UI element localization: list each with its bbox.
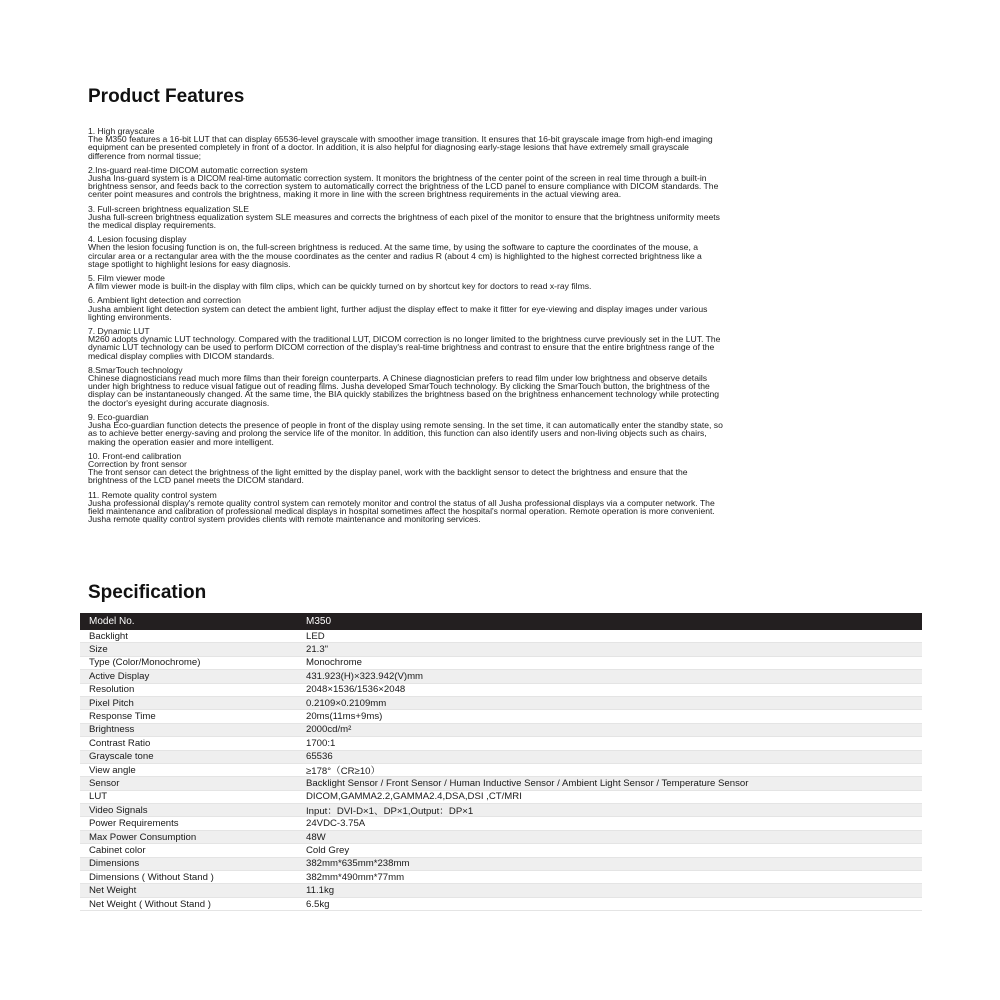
spec-label: Power Requirements <box>89 818 179 830</box>
feature-item <box>88 366 924 407</box>
feature-text-line: Jusha Eco-guardian function detects the presence of people in front of the display using remote sensing. In the set time, it can automatically enter the standby state, so <box>88 420 723 431</box>
feature-item <box>88 235 924 268</box>
spec-value: 65536 <box>306 751 333 763</box>
spec-value: Input：DVI-D×1、DP×1,Output：DP×1 <box>306 806 474 818</box>
feature-text-line: equipment can be presented completely in front of a doctor. In addition, it is also helpful for diagnosing early-stage lesions that have extremely small grayscale <box>88 142 689 153</box>
spec-row <box>80 871 922 884</box>
feature-text-line: difference from normal tissue; <box>88 150 202 161</box>
spec-value: ≥178°（CR≥10） <box>306 766 381 778</box>
spec-label: Cabinet color <box>89 844 146 856</box>
feature-text-line: Jusha remote quality control system provides clients with remote maintenance and monitoring services. <box>88 514 481 525</box>
spec-label: Resolution <box>89 684 135 696</box>
specification-table <box>80 613 922 911</box>
feature-item <box>88 274 924 290</box>
feature-text-line: Jusha professional display's remote quality control system can remotely monitor and control the status of all Jusha professional displays via a computer network. The <box>88 497 715 508</box>
spec-row <box>80 630 922 643</box>
spec-label: LUT <box>89 791 108 803</box>
feature-title: 9. Eco-guardian <box>88 411 149 422</box>
spec-row <box>80 657 922 670</box>
feature-title: 4. Lesion focusing display <box>88 234 187 245</box>
feature-title: 3. Full-screen brightness equalization SLE <box>88 203 249 214</box>
feature-text-line: medical display complies with DICOM standards. <box>88 350 275 361</box>
spec-label: Net Weight ( Without Stand ) <box>89 898 211 910</box>
feature-text-line: Jusha ambient light detection system can detect the ambient light, further adjust the display effect to make it fitter for eye-viewing and display images under various <box>88 303 708 314</box>
spec-value: Backlight Sensor / Front Sensor / Human Inductive Sensor / Ambient Light Sensor / Temperature Sensor <box>306 777 749 789</box>
features-list <box>88 127 924 529</box>
spec-value: 0.2109×0.2109mm <box>306 697 387 709</box>
spec-header-label: Model No. <box>89 616 135 627</box>
spec-row <box>80 697 922 710</box>
spec-value: LED <box>306 630 325 642</box>
spec-row <box>80 804 922 817</box>
feature-text-line: M260 adopts dynamic LUT technology. Compared with the traditional LUT, DICOM correction is no longer limited to the brightness curve previously set in the LUT. The <box>88 334 721 345</box>
feature-item <box>88 127 924 160</box>
spec-row <box>80 858 922 871</box>
feature-text-line: making the operation easier and more intelligent. <box>88 436 274 447</box>
spec-value: Cold Grey <box>306 844 350 856</box>
spec-value: 1700:1 <box>306 737 336 749</box>
spec-label: Contrast Ratio <box>89 737 151 749</box>
spec-row <box>80 831 922 844</box>
spec-value: 20ms(11ms+9ms) <box>306 711 383 723</box>
spec-row <box>80 724 922 737</box>
feature-text-line: lighting environments. <box>88 311 172 322</box>
feature-item <box>88 452 924 485</box>
feature-item <box>88 205 924 230</box>
feature-text-line: under high brightness to reduce visual fatigue out of reading films. Jusha developed SmarTouch technology. By clicking the SmarTouch button, the brightness of the <box>88 381 710 392</box>
spec-value: 2048×1536/1536×2048 <box>306 684 406 696</box>
spec-label: View angle <box>89 764 136 776</box>
spec-label: Size <box>89 644 108 656</box>
feature-text-line: Jusha Ins-guard system is a DICOM real-time automatic correction system. It monitors the brightness of the center point of the screen in real time through a built-in <box>88 173 707 184</box>
spec-rows <box>80 630 922 911</box>
feature-title: 5. Film viewer mode <box>88 273 165 284</box>
spec-value: 431.923(H)×323.942(V)mm <box>306 670 424 682</box>
feature-text-line: display can be instantaneously changed. At the same time, the BIA quickly stabilizes the brightness based on the brightness enhancement technology while protecting <box>88 389 720 400</box>
spec-value: 6.5kg <box>306 898 330 910</box>
spec-label: Net Weight <box>89 885 137 897</box>
spec-label: Backlight <box>89 630 128 642</box>
spec-value: 2000cd/m² <box>306 724 352 736</box>
spec-row <box>80 643 922 656</box>
feature-item <box>88 491 924 524</box>
feature-text-line: circular area or a rectangular area with the the mouse coordinates as the center and radius R (about 4 cm) is highlighted to the highest corrected brightness like a <box>88 250 702 261</box>
feature-title: 7. Dynamic LUT <box>88 326 150 337</box>
feature-text-line: as to achieve better energy-saving and prolong the service life of the monitor. In addition, this function can also identify users and non-living objects such as chairs, <box>88 428 707 439</box>
spec-row <box>80 684 922 697</box>
spec-label: Response Time <box>89 711 156 723</box>
spec-row <box>80 844 922 857</box>
feature-title: 11. Remote quality control system <box>88 489 217 500</box>
spec-row <box>80 884 922 897</box>
spec-row <box>80 777 922 790</box>
spec-label: Sensor <box>89 777 120 789</box>
spec-label: Max Power Consumption <box>89 831 197 843</box>
spec-label: Active Display <box>89 670 150 682</box>
spec-label: Grayscale tone <box>89 751 154 763</box>
feature-title: 6. Ambient light detection and correction <box>88 295 241 306</box>
feature-title: 10. Front-end calibration <box>88 450 182 461</box>
spec-row <box>80 764 922 777</box>
spec-value: 382mm*635mm*238mm <box>306 858 410 870</box>
feature-item <box>88 296 924 321</box>
spec-value: 24VDC-3.75A <box>306 818 366 830</box>
spec-value: DICOM,GAMMA2.2,GAMMA2.4,DSA,DSI ,CT/MRI <box>306 791 522 803</box>
spec-header-row <box>80 613 922 630</box>
feature-text-line: When the lesion focusing function is on, the full-screen brightness is reduced. At the same time, by using the software to capture the coordinates of the mouse, a <box>88 242 699 253</box>
feature-text-line: dynamic LUT technology can be used to perform DICOM correction of the display's real-time brightness and contrast to ensure that the entire brightness range of the <box>88 342 715 353</box>
feature-text-line: center point measures and controls the brightness, making it more in line with the screen brightness requirements in the actual viewing area. <box>88 189 622 200</box>
feature-text-line: A film viewer mode is built-in the display with film clips, which can be quickly turned on by shortcut key for doctors to read x-ray films. <box>88 281 592 292</box>
spec-value: 48W <box>306 831 326 843</box>
feature-text-line: Chinese diagnosticians read much more films than their foreign counterparts. A Chinese diagnostician prefers to read film under low brightness and observe details <box>88 373 708 384</box>
feature-text-line: Jusha full-screen brightness equalization system SLE measures and corrects the brightness of each pixel of the monitor to ensure that the brightness uniformity meets <box>88 211 720 222</box>
feature-text-line: brightness sensor, and feeds back to the correction system to automatically correct the brightness of the LCD panel to ensure compliance with DICOM standards. The <box>88 181 719 192</box>
spec-label: Type (Color/Monochrome) <box>89 657 201 669</box>
spec-value: 21.3" <box>306 644 329 656</box>
feature-text-line: the medical display requirements. <box>88 220 217 231</box>
feature-title: 2.Ins-guard real-time DICOM automatic correction system <box>88 164 308 175</box>
spec-row <box>80 737 922 750</box>
spec-row <box>80 670 922 683</box>
feature-text-line: stage spotlight to highlight lesions for easy diagnosis. <box>88 258 291 269</box>
feature-text-line: The M350 features a 16-bit LUT that can display 65536-level grayscale with smoother image transition. It ensures that 16-bit grayscale image from high-end imaging <box>88 134 713 145</box>
specification-title: Specification <box>88 582 207 603</box>
feature-title: 8.SmarTouch technology <box>88 364 183 375</box>
features-title: Product Features <box>88 86 245 107</box>
spec-label: Pixel Pitch <box>89 697 134 709</box>
feature-text-line: Correction by front sensor <box>88 458 187 469</box>
spec-header-value: M350 <box>306 616 332 627</box>
feature-title: 1. High grayscale <box>88 126 155 136</box>
spec-label: Dimensions ( Without Stand ) <box>89 871 214 883</box>
spec-value: Monochrome <box>306 657 362 669</box>
feature-text-line: The front sensor can detect the brightness of the light emitted by the display panel, work with the backlight sensor to detect the brightness and ensure that the <box>88 467 688 478</box>
spec-row <box>80 710 922 723</box>
spec-row <box>80 898 922 911</box>
feature-item <box>88 327 924 360</box>
spec-row <box>80 751 922 764</box>
spec-value: 382mm*490mm*77mm <box>306 871 405 883</box>
feature-item <box>88 166 924 199</box>
feature-text-line: the doctor's eyesight during accurate diagnosis. <box>88 397 270 408</box>
feature-text-line: field maintenance and calibration of professional medical displays in hospital sometimes affect the hospital's normal operation. Remote operation is more convenient. <box>88 505 715 516</box>
spec-label: Video Signals <box>89 804 148 816</box>
spec-row <box>80 791 922 804</box>
feature-item <box>88 413 924 446</box>
spec-row <box>80 817 922 830</box>
feature-text-line: brightness of the LCD panel meets the DICOM standard. <box>88 475 304 486</box>
spec-label: Brightness <box>89 724 135 736</box>
spec-value: 11.1kg <box>306 885 335 897</box>
spec-label: Dimensions <box>89 858 140 870</box>
